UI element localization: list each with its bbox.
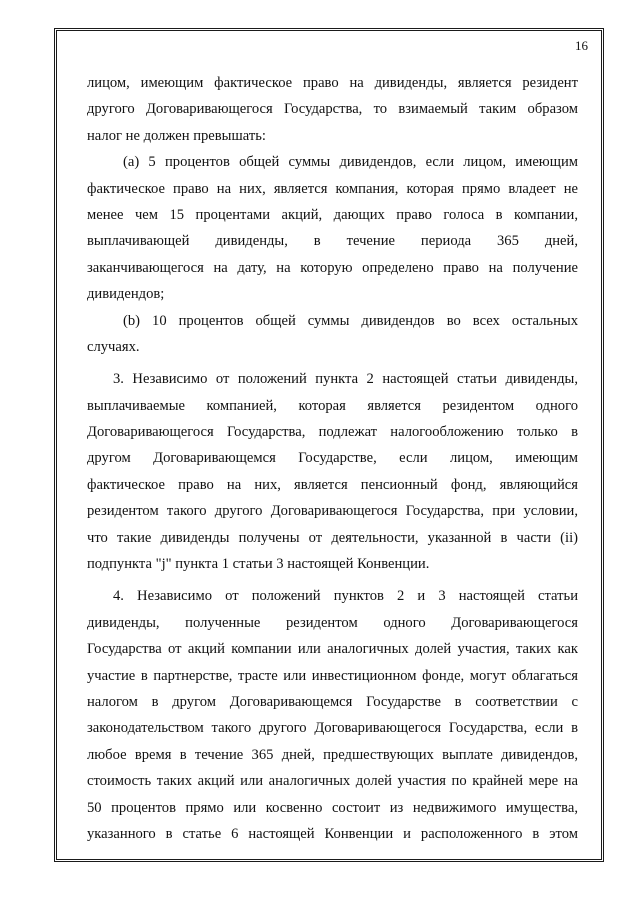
text-line: подпункта "j" пункта 1 статьи 3 настоящей Конвенции. xyxy=(87,556,430,573)
text-line: налогом в другом Договаривающемся Государстве в соответствии с xyxy=(87,693,578,710)
text-line: законодательством такого другого Договаривающегося Государства, если в xyxy=(87,720,578,737)
text-line: дивиденды, полученные резидентом одного Договаривающегося xyxy=(87,614,578,631)
page-number: 16 xyxy=(575,38,588,53)
text-line: другом Договаривающемся Государстве, если лицом, имеющим xyxy=(87,450,578,467)
subparagraph-b-first-line: (b) 10 процентов общей суммы дивидендов во всех остальных xyxy=(123,312,578,329)
text-line: Договаривающегося Государства, подлежат налогообложению только в xyxy=(87,424,578,441)
text-line: фактическое право на них, является пенсионный фонд, являющийся xyxy=(87,476,578,493)
text-line: Государства от акций компании или аналогичных долей участия, таких как xyxy=(87,641,578,658)
document-body xyxy=(87,70,578,847)
text-line: резидентом такого другого Договаривающегося Государства, при условии, xyxy=(87,503,578,520)
paragraph-4-first-line: 4. Независимо от положений пунктов 2 и 3 настоящей статьи xyxy=(113,588,578,605)
text-line: дивидендов; xyxy=(87,286,165,303)
subparagraph-a-first-line: (а) 5 процентов общей суммы дивидендов, если лицом, имеющим xyxy=(123,154,578,171)
text-line: выплачиваемые компанией, которая является резидентом одного xyxy=(87,397,578,414)
text-line: любое время в течение 365 дней, предшествующих выплате дивидендов, xyxy=(87,746,578,763)
text-line: налог не должен превышать: xyxy=(87,127,266,144)
text-line: менее чем 15 процентами акций, дающих право голоса в компании, xyxy=(87,206,578,223)
text-line: лицом, имеющим фактическое право на дивиденды, является резидент xyxy=(87,75,578,91)
text-line: что такие дивиденды получены от деятельности, указанной в части (ii) xyxy=(87,529,578,546)
text-line: случаях. xyxy=(87,338,140,355)
text-line: фактическое право на них, является компания, которая прямо владеет не xyxy=(87,180,578,197)
text-line: участие в партнерстве, трасте или инвестиционном фонде, могут облагаться xyxy=(87,667,578,684)
text-line: указанного в статье 6 настоящей Конвенции и расположенного в этом xyxy=(87,825,578,842)
paragraph-3-first-line: 3. Независимо от положений пункта 2 настоящей статьи дивиденды, xyxy=(113,371,578,388)
text-line: заканчивающегося на дату, на которую определено право на получение xyxy=(87,259,578,276)
text-line: стоимость таких акций или аналогичных долей участия по крайней мере на xyxy=(87,773,578,790)
text-line: выплачивающей дивиденды, в течение периода 365 дней, xyxy=(87,233,578,250)
text-line: 50 процентов прямо или косвенно состоит из недвижимого имущества, xyxy=(87,799,578,816)
text-line: другого Договаривающегося Государства, то взимаемый таким образом xyxy=(87,101,578,118)
